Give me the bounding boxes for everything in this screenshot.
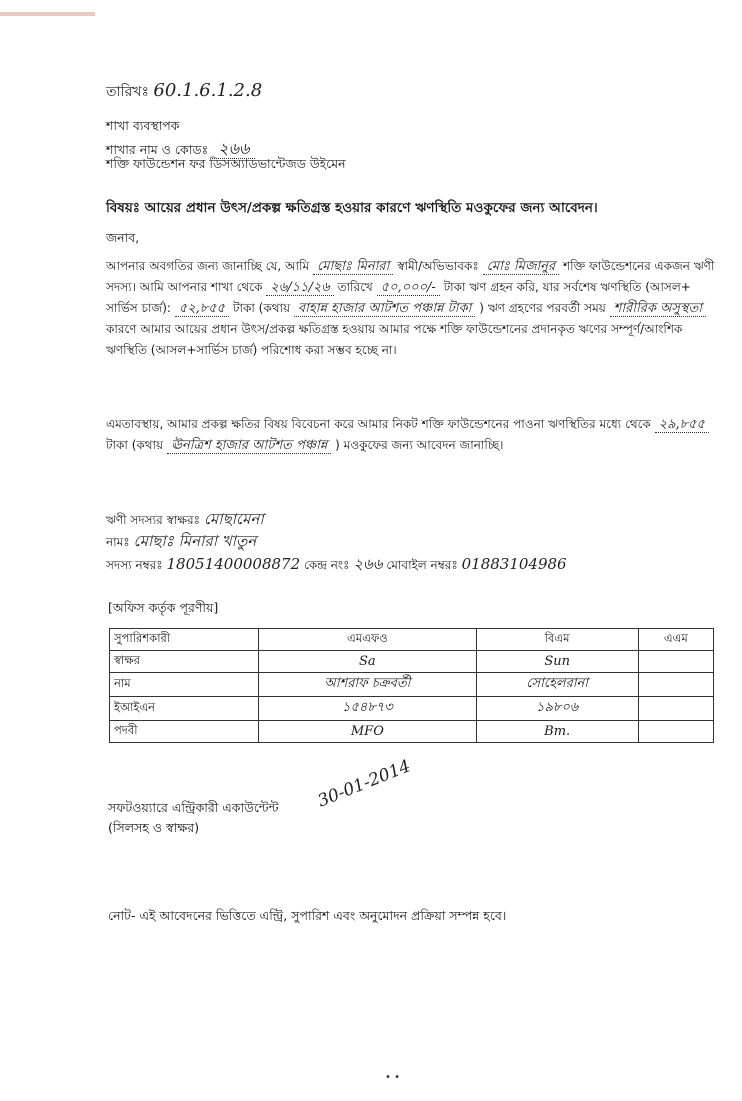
org-name: শক্তি ফাউন্ডেশন ফর ডিসঅ্যাডভান্টেজড উইমেন	[106, 156, 346, 171]
paragraph-1	[106, 256, 718, 361]
member-number-line	[106, 553, 567, 578]
para1-text-6: টাকা (কথায়	[232, 301, 291, 315]
para1-text-1: আপনার অবগতির জন্য জানাচ্ছি যে, আমি	[106, 259, 310, 273]
loss-reason: শারীরিক অসুস্থতা	[610, 301, 706, 317]
accountant-sublabel: (সিলসহ ও স্বাক্ষর)	[108, 820, 200, 835]
table-cell: Sun	[476, 651, 638, 673]
para2-text-2: টাকা (কথায়	[106, 438, 164, 452]
table-row	[110, 673, 714, 697]
footer-mark: • •	[385, 1072, 400, 1083]
para1-text-8: কারণে আমার আয়ের প্রধান উৎস/প্রকল্প ক্ষতিগ্রস্ত হওয়ায় আমার পক্ষে শক্তি ফাউন্ডেশনের প্রদানকৃত ঋণের সম্পূর্ণ/আংশিক ঋণস্থিতি (আসল+সার্ভিস চার্জ) পরিশোধ করা সম্ভব হচ্ছে না।	[106, 322, 683, 357]
member-name: মোছাঃ মিনারা	[313, 259, 393, 275]
signature-label: ঋণী সদস্যর স্বাক্ষরঃ	[106, 513, 200, 527]
member-no-label: সদস্য নম্বরঃ	[106, 558, 163, 572]
name-label: নামঃ	[106, 535, 130, 549]
para2-text-1: এমতাবস্থায়, আমার প্রকল্প ক্ষতির বিষয় বিবেচনা করে আমার নিকট শক্তি ফাউন্ডেশনের পাওনা ঋণস্থিতির মধ্যে থেকে	[106, 417, 651, 431]
row-label: পদবী	[110, 721, 259, 743]
date-line	[106, 80, 262, 104]
note-text: নোট- এই আবেদনের ভিত্তিতে এন্ট্রি, সুপারিশ এবং অনুমোদন প্রক্রিয়া সম্পন্ন হবে।	[108, 908, 507, 923]
table-cell	[638, 651, 713, 673]
recommendation-table	[109, 628, 714, 743]
office-use-label: [অফিস কর্তৃক পূরণীয়]	[108, 600, 219, 615]
guardian-name: মোঃ মিজানুর	[483, 259, 560, 275]
outstanding-words: বাহান্ন হাজার আটশত পঞ্চান্ন টাকা	[294, 301, 476, 317]
member-signature: মোছামেনা	[203, 510, 264, 528]
table-cell: MFO	[259, 721, 476, 743]
table-header: এমএফও	[259, 629, 476, 651]
table-row	[110, 651, 714, 673]
row-label: স্বাক্ষর	[110, 651, 259, 673]
paragraph-2	[106, 414, 718, 456]
table-row	[110, 697, 714, 721]
table-header-row	[110, 629, 714, 651]
member-full-name: মোছাঃ মিনারা খাতুন	[133, 532, 257, 550]
table-cell	[638, 697, 713, 721]
branch-code: ২৬৬	[212, 139, 255, 159]
table-header: সুপারিশকারী	[110, 629, 259, 651]
member-no: 18051400008872	[166, 555, 301, 573]
row-label: ইআইএন	[110, 697, 259, 721]
mobile-label: মোবাইল নম্বরঃ	[386, 558, 458, 572]
center-label: কেন্দ্র নংঃ	[303, 558, 350, 572]
center-no: ২৬৬	[353, 555, 383, 573]
date-value: 60.1.6.1.2.8	[153, 80, 263, 101]
accountant-signature-date: 30-01-2014	[315, 756, 414, 812]
table-cell: Bm.	[476, 721, 638, 743]
salutation: জনাব,	[106, 230, 140, 245]
table-cell: Sa	[259, 651, 476, 673]
branch-label: শাখার নাম ও কোডঃ	[106, 142, 209, 157]
subject-line: বিষয়ঃ আয়ের প্রধান উৎস/প্রকল্প ক্ষতিগ্রস্ত হওয়ার কারণে ঋণস্থিতি মওকুফের জন্য আবেদন।	[106, 200, 598, 216]
loan-amount: ৫০,০০০/-	[377, 280, 440, 296]
para1-text-3: শক্তি ফাউন্ডেশনের একজন ঋণী সদস্য। আমি আপনার শাখা থেকে	[106, 259, 715, 294]
para1-text-5: টাকা ঋণ গ্রহন করি, যার সর্বশেষ ঋণস্থিতি (আসল+ সার্ভিস চার্জ):	[106, 280, 691, 315]
para1-text-7: ) ঋণ গ্রহণের পরবর্তী সময়	[479, 301, 606, 315]
table-cell: ১৯৮০৬	[476, 697, 638, 721]
table-row	[110, 721, 714, 743]
loan-date: ২৬/১১/২৬	[266, 280, 333, 296]
corner-mark	[0, 12, 95, 16]
para1-text-4: তারিখে	[337, 280, 373, 294]
para2-text-3: ) মওকুফের জন্য আবেদন জানাচ্ছি।	[335, 438, 504, 452]
row-label: নাম	[110, 673, 259, 697]
outstanding-amount: ৫২,৮৫৫	[175, 301, 229, 317]
table-cell	[638, 673, 713, 697]
mobile-number: 01883104986	[461, 555, 567, 573]
table-cell	[638, 721, 713, 743]
waiver-words: ঊনত্রিশ হাজার আটশত পঞ্চান্ন	[167, 438, 331, 454]
table-cell: ১৫৪৮৭৩	[259, 697, 476, 721]
table-cell: আশরাফ চক্রবর্তী	[259, 673, 476, 697]
para1-text-2: স্বামী/অভিভাবকঃ	[397, 259, 479, 273]
accountant-label: সফটওয়্যারে এন্ট্রিকারী একাউন্টেন্ট	[108, 800, 279, 815]
date-label: তারিখঃ	[106, 84, 149, 100]
table-header: বিএম	[476, 629, 638, 651]
waiver-amount: ২৯,৮৫৫	[655, 417, 709, 433]
addressee: শাখা ব্যবস্থাপক	[106, 118, 180, 133]
table-cell: সোহেলরানা	[476, 673, 638, 697]
table-header: এএম	[638, 629, 713, 651]
name-line	[106, 530, 256, 555]
